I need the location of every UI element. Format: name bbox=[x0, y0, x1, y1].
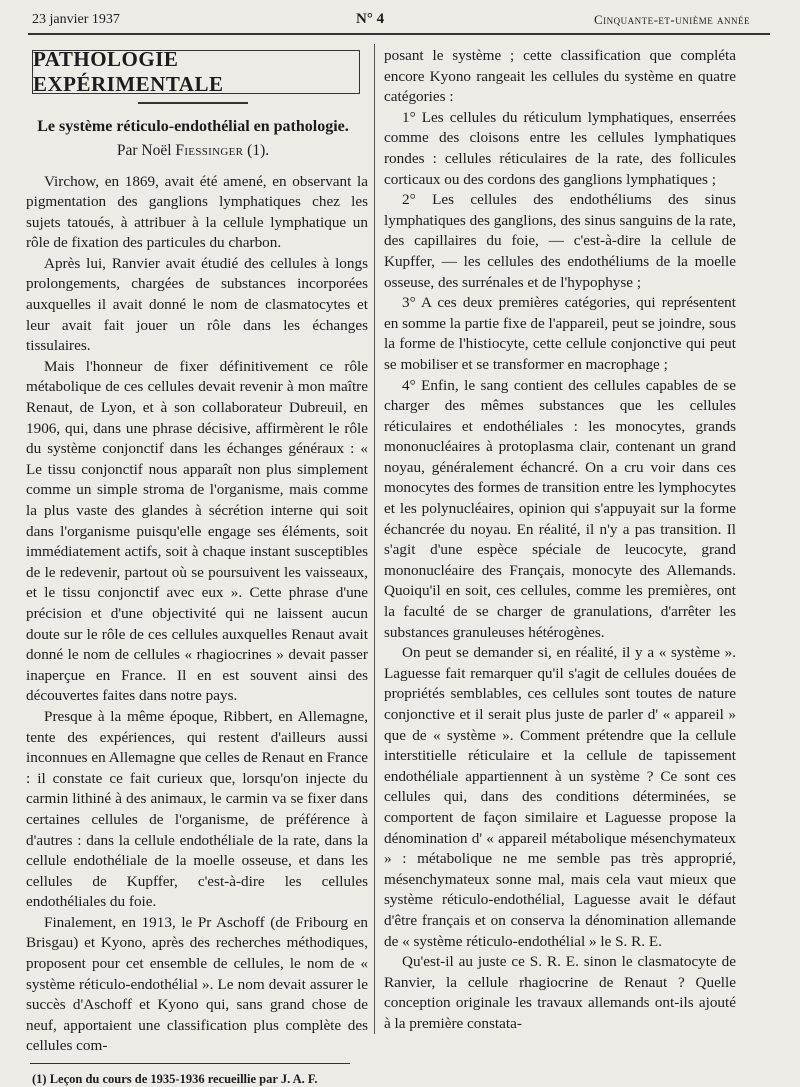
paragraph: On peut se demander si, en réalité, il y a « système ». Laguesse fait remarquer qu'il s'agit de cellules douées de propriétés semblables, ces cellules sont toutes de nature conjonctive et il serait plus juste de parler d' « appareil » que de « système ». Comment prétendre que la cellule interstitielle réticulaire et la cellule de tapissement endothéliale appartiennent à un système ? Ce sont ces cellules qui, dans des conditions déterminées, se comportent de façon similaire et Laguesse propose la dénomination d' « appareil métabolique mésenchymateux » : métabolique ne me semble pas très approprié, mésenchymateux sonne mal, mais cela vaut mieux que système réticulo-endothélial, Laguesse avait le défaut d'être français et on conserva la dénomination allemande de « système réticulo-endothélial » le S. R. E. bbox=[384, 644, 736, 950]
paragraph: Mais l'honneur de fixer définitivement ce rôle métabolique de ces cellules devait revenir à mon maître Renaut, de Lyon, et à son collaborateur Dubreuil, en 1906, qui, dans une phrase décisive, affirmèrent le rôle du système conjonctif dans les échanges généraux : « Le tissu conjonctif nous apparaît non plus simplement comme un simple stroma de l'organisme, mais comme la plus vaste des glandes à sécrétion interne qui soit dans l'organisme puisqu'elle engage ses éléments, soit immédiatement actifs, soit à chaque instant susceptibles de le redevenir, partout où se poursuivent les vaisseaux, et le tissu conjonctif avec eux ». Cette phrase d'une précision et d'une objectivité qui ne laissent aucun doute sur le rôle de ces cellules auxquelles Renaut avait donné le nom de cellules « rhagiocrines » devait passer inaperçue en France. Il en est souvent ainsi des découvertes faites dans notre pays. bbox=[26, 357, 368, 705]
article-title: Le système réticulo-endothélial en pathologie. bbox=[37, 117, 349, 135]
right-body bbox=[384, 46, 736, 1035]
paragraph: Presque à la même époque, Ribbert, en Allemagne, tente des expériences, qui restent d'ailleurs aussi inconnues en Allemagne que celles de Renaut en France : il constate ce fait curieux que, lorsqu'on injecte du carmin lithiné à des animaux, le carmin va se fixer dans certaines cellules de l'organisme, de préférence à d'autres : dans la cellule endothéliale de la rate, dans la cellule endothéliale de la moelle osseuse, et dans les cellules de Kupffer, c'est-à-dire les cellules endothéliales du foie. bbox=[26, 707, 368, 911]
byline-suffix: (1). bbox=[243, 141, 270, 159]
section-heading-box bbox=[32, 47, 360, 96]
byline-prefix: Par Noël bbox=[116, 141, 176, 159]
paragraph: 3° A ces deux premières catégories, qui représentent en somme la partie fixe de l'appareil, peut se joindre, sous la forme de l'histiocyte, cette cellule conjonctive qui peut se mobiliser et se transformer en macrophage ; bbox=[384, 294, 736, 373]
paragraph: Après lui, Ranvier avait étudié des cellules à longs prolongements, chargées de substances incorporées auxquelles il avait donné le nom de clasmatocytes et leur avait fait jouer un rôle dans les échanges tissulaires. bbox=[26, 254, 368, 355]
footnote: (1) Leçon du cours de 1935-1936 recueillie par J. A. F. bbox=[32, 1072, 318, 1087]
page-header bbox=[0, 0, 800, 36]
paragraph: posant le système ; cette classification que compléta encore Kyono rangeait les cellules du système en quatre catégories : bbox=[384, 47, 736, 106]
paragraph: Finalement, en 1913, le Pr Aschoff (de Fribourg en Brisgau) et Kyono, après des recherches méthodiques, proposent pour cet ensemble de cellules, le nom de « système réticulo-endothélial ». Le nom devait assurer le succès d'Aschoff et Kyono qui, sans grand chose de neuf, apportaient une classification plus complète des cellules com- bbox=[26, 913, 368, 1055]
left-column bbox=[18, 46, 368, 1087]
issue-number: N° 4 bbox=[356, 11, 385, 27]
paragraph: Qu'est-il au juste ce S. R. E. sinon le clasmatocyte de Ranvier, la cellule rhagiocrine de Renaut ? Quelle conception originale les travaux allemands ont-ils ajouté à la première constata- bbox=[384, 953, 736, 1032]
header-rule bbox=[28, 33, 770, 35]
paragraph: 2° Les cellules des endothéliums des sinus lymphatiques des ganglions, des sinus sanguins de la rate, des capillaires du foie, — c'est-à-dire la cellule de Kupffer, — les cellules des endothéliums de la moelle osseuse, des surrénales et de l'hypophyse ; bbox=[384, 191, 736, 291]
byline bbox=[18, 142, 368, 160]
volume-year: Cinquante-et-unième année bbox=[593, 12, 750, 27]
paragraph: Virchow, en 1869, avait été amené, en observant la pigmentation des ganglions lymphatiques chez les sujets tatoués, à attribuer à la cellule lymphatique un rôle de fixation des particules du charbon. bbox=[26, 172, 368, 252]
author-name: Fiessinger bbox=[175, 141, 244, 159]
title-rule bbox=[138, 102, 248, 104]
section-title: PATHOLOGIE EXPÉRIMENTALE bbox=[33, 47, 224, 96]
paragraph: 1° Les cellules du réticulum lymphatiques, enserrées comme des cloisons entre les cellules lymphatiques rondes : cellules réticulaires de la rate, des follicules corticaux ou des cordons des ganglions lymphatiques ; bbox=[384, 108, 736, 188]
left-body bbox=[18, 172, 368, 1058]
right-column bbox=[384, 46, 736, 1035]
paragraph: 4° Enfin, le sang contient des cellules capables de se charger des mêmes substances que les cellules réticulaires et endothéliales : les monocytes, grands mononucléaires à protoplasma clair, contenant un grand noyau, généralement échancré. On a cru voir dans ces monocytes des formes de transition entre les lymphocytes et les polynucléaires, opinion qui s'appuyait sur la forme échancrée du noyau. En réalité, il n'y a pas transition. Il s'agit d'une espèce spéciale de leucocyte, grand mononucléaire des Français, monocyte des Allemands. Quoiqu'il en soit, ces cellules, comme les premières, ont la faculté de se charger de granulations, d'arrêter les substances granuleuses hétérogènes. bbox=[384, 376, 736, 641]
issue-date: 23 janvier 1937 bbox=[32, 12, 120, 27]
column-divider bbox=[374, 44, 375, 1034]
